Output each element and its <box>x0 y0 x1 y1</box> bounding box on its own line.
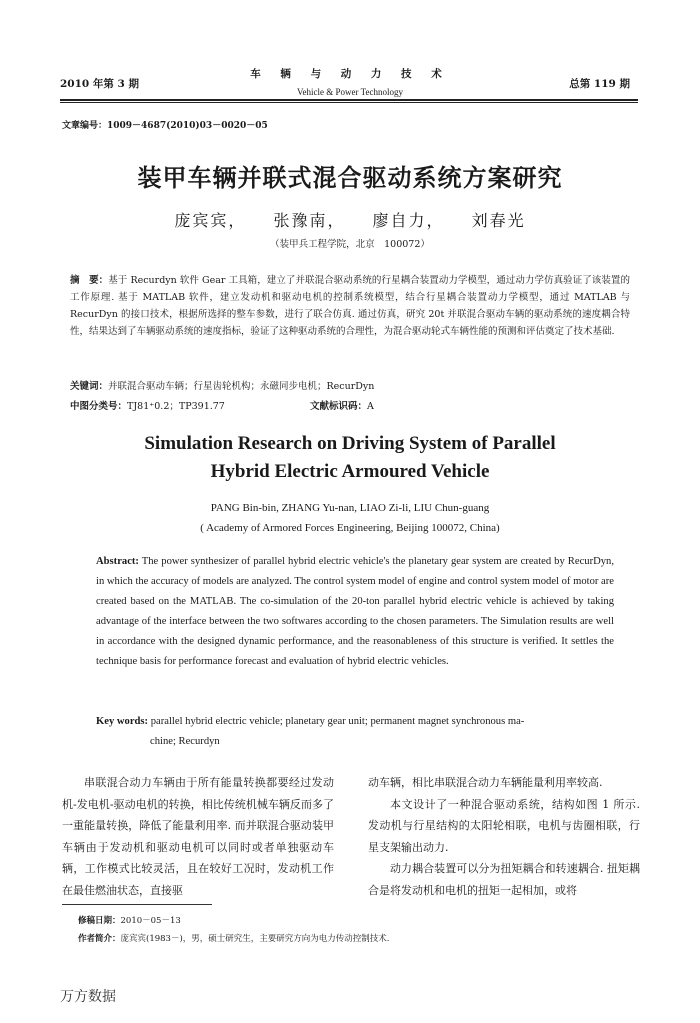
authors-en: PANG Bin-bin, ZHANG Yu-nan, LIAO Zi-li, LIU Chun-guang <box>210 502 490 514</box>
abstract-zh <box>70 272 630 340</box>
author-zh: 刘春光 <box>471 211 526 230</box>
keywords-zh <box>70 378 630 392</box>
body-paragraph: 本文设计了一种混合驱动系统，结构如图 1 所示. 发动机与行星结构的太阳轮相联，电机与齿圈相联，行星支架输出动力. <box>368 797 640 854</box>
header-rule <box>60 99 638 101</box>
footnote-author-bio: 庞宾宾(1983－)，男，硕士研究生，主要研究方向为电力传动控制技术. <box>120 934 390 944</box>
footnote-author <box>78 932 390 944</box>
footnote-received-label: 修稿日期： <box>78 916 121 926</box>
footnote-author-label: 作者简介： <box>78 934 121 944</box>
header-rule-thin <box>60 102 638 103</box>
footnote-received <box>78 914 181 926</box>
author-zh: 庞宾宾， <box>174 211 247 230</box>
article-number: 文章编号：1009－4687(2010)03－0020－05 <box>62 121 268 131</box>
abstract-en-label: Abstract: <box>96 556 139 567</box>
classification-row <box>70 398 630 412</box>
body-paragraph: 动车辆，相比串联混合动力车辆能量利用率较高. <box>368 776 603 789</box>
footnote-rule <box>62 904 212 905</box>
classification-value: TJ81⁺0.2；TP391.77 <box>127 401 225 412</box>
paper-title-en-line1: Simulation Research on Driving System of Parallel <box>144 433 556 454</box>
journal-name-en: Vehicle & Power Technology <box>297 87 403 97</box>
body-paragraph: 动力耦合装置可以分为扭矩耦合和转速耦合. 扭矩耦合是将发动机和电机的扭矩一起相加，或将 <box>368 862 640 897</box>
classification-label: 中图分类号： <box>70 401 128 412</box>
journal-name-zh: 车 辆 与 动 力 技 术 <box>250 68 450 80</box>
keywords-zh-label: 关键词： <box>70 381 109 392</box>
paper-title-en <box>0 430 700 486</box>
affiliation-zh: （装甲兵工程学院，北京 100072） <box>270 239 430 250</box>
issue-label: 2010 年第 3 期 <box>60 78 139 90</box>
abstract-zh-label: 摘 要： <box>70 275 109 286</box>
abstract-zh-text: 基于 Recurdyn 软件 Gear 工具箱，建立了并联混合驱动系统的行星耦合装置动力学模型，通过动力学仿真验证了该装置的工作原理. 基于 MATLAB 软件，建立发动机和驱动电机的控制系统模型，结合行星耦合装置动力学模型，通过 MATLAB 与 RecurDyn 的接口技术，根据所选择的整车参数，进行了联合仿真. 通过仿真，研究 20t 并联混合驱动车辆的驱动系统的速度耦合特性，结果达到了车辆驱动系统的速度指标，验证了这种驱动系统的合理性，为混合驱动轮式车辆性能的预测和评估奠定了技术基础. <box>70 275 630 337</box>
author-zh: 廖自力， <box>372 211 445 230</box>
abstract-en <box>96 552 614 672</box>
paper-title-zh: 装甲车辆并联式混合驱动系统方案研究 <box>137 164 563 192</box>
keywords-en-label: Key words: <box>96 716 149 727</box>
body-paragraph: 串联混合动力车辆由于所有能量转换都要经过发动机-发电机-驱动电机的转换，相比传统机械车辆反而多了一重能量转换，降低了能量利用率. 而并联混合驱动装甲车辆由于发动机和驱动电机可以同时或者单独驱动车辆，工作模式比较灵活，且在较好工况时，发动机工作在最佳燃油状态，直接驱 <box>62 776 334 897</box>
document-code-value: A <box>367 401 374 412</box>
authors-zh <box>0 208 700 231</box>
footer-watermark: 万方数据 <box>60 989 116 1005</box>
author-zh: 张豫南， <box>273 211 346 230</box>
body-column-right <box>368 772 640 901</box>
affiliation-en: ( Academy of Armored Forces Engineering, Beijing 100072, China) <box>200 522 500 534</box>
keywords-en-text2: chine; Recurdyn <box>150 736 220 747</box>
total-issue-label: 总第 119 期 <box>569 78 630 90</box>
abstract-en-text: The power synthesizer of parallel hybrid electric vehicle's the planetary gear system are created by RecurDyn, in which the accuracy of models are analyzed. The control system model of engine and control system model of motor are created based on the MATLAB. The co-simulation of the 20-ton parallel hybrid electric vehicle is achieved by taking advantage of the interface between the two softwares according to the chosen parameters. The Simulation results are well in accordance with the designed dynamic performance, and the reasonableness of this structure is verified. It settles the technique basis for performance forecast and evaluation of hybrid electric vehicles. <box>96 556 614 667</box>
keywords-zh-text: 并联混合驱动车辆；行星齿轮机构；永磁同步电机；RecurDyn <box>108 381 375 392</box>
keywords-en-text1: parallel hybrid electric vehicle; planetary gear unit; permanent magnet synchronous ma- <box>150 716 525 727</box>
paper-title-en-line2: Hybrid Electric Armoured Vehicle <box>210 461 490 482</box>
keywords-en <box>96 712 614 752</box>
body-column-left <box>62 772 334 901</box>
footnote-received-date: 2010－05－13 <box>120 916 181 926</box>
document-code <box>310 398 374 412</box>
document-code-label: 文献标识码： <box>310 401 368 412</box>
